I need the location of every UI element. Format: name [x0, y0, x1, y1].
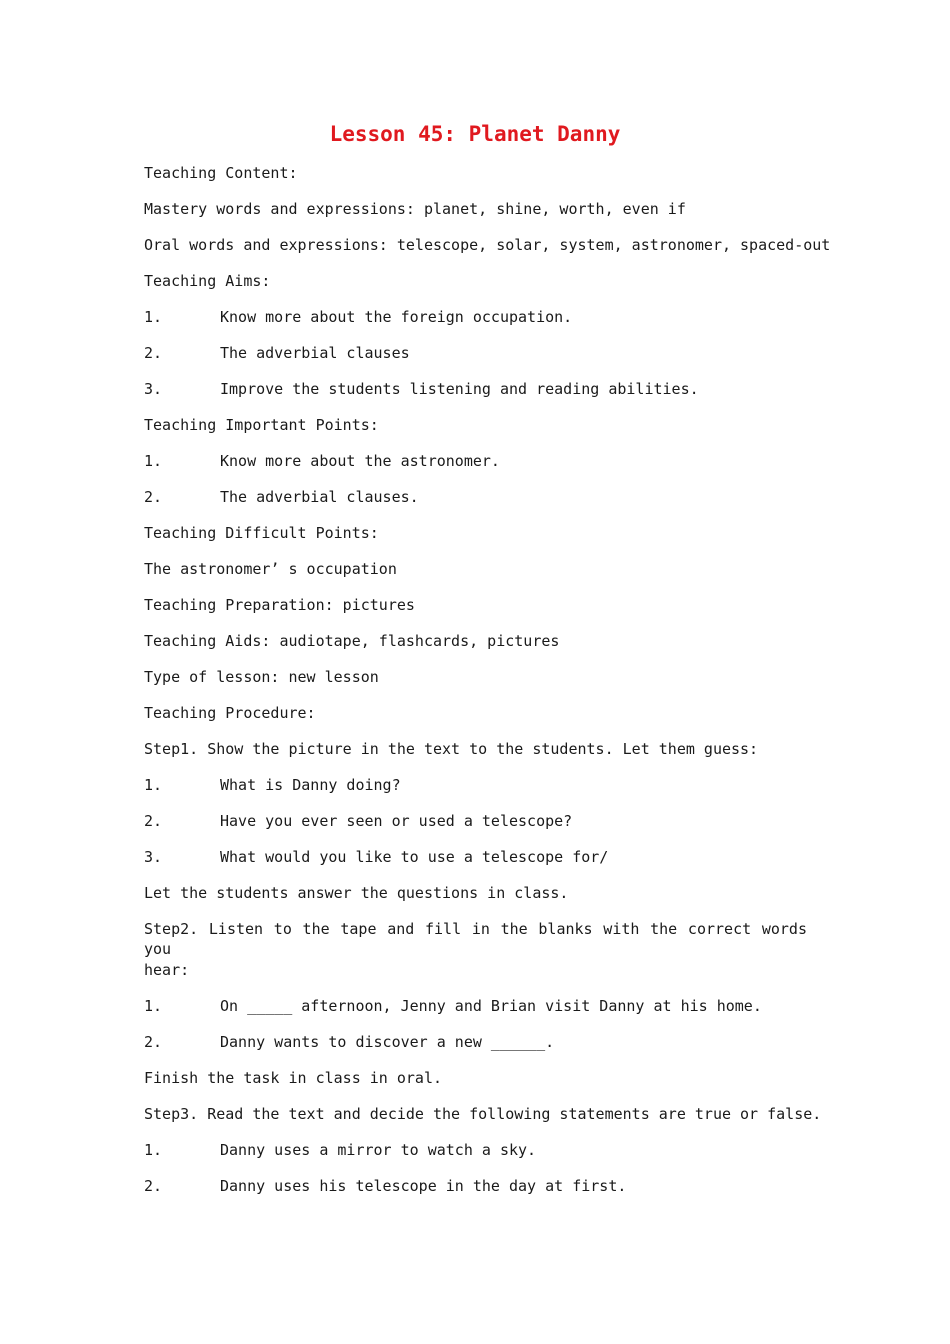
list-item	[144, 1176, 626, 1196]
list-number: 1.	[144, 776, 163, 794]
list-item	[144, 451, 500, 471]
text-line: Oral words and expressions: telescope, solar, system, astronomer, spaced-out	[144, 236, 831, 254]
list-number: 2.	[144, 812, 163, 830]
list-item-text: Know more about the foreign occupation.	[220, 308, 573, 326]
list-item	[144, 307, 572, 327]
step-3-line: Step3. Read the text and decide the following statements are true or false.	[144, 1105, 822, 1123]
list-number: 1.	[144, 308, 163, 326]
text-line: Let the students answer the questions in class.	[144, 884, 569, 902]
list-item	[144, 379, 699, 399]
section-heading-teaching-aims: Teaching Aims:	[144, 272, 271, 290]
list-number: 2.	[144, 1033, 163, 1051]
list-number: 1.	[144, 452, 163, 470]
list-item-text: What would you like to use a telescope for/	[220, 848, 609, 866]
text-line: Teaching Preparation: pictures	[144, 596, 415, 614]
list-item	[144, 996, 762, 1016]
section-heading-procedure: Teaching Procedure:	[144, 704, 316, 722]
list-item-text: On _____ afternoon, Jenny and Brian visit Danny at his home.	[220, 997, 762, 1015]
text-line: Type of lesson: new lesson	[144, 668, 379, 686]
list-item	[144, 1140, 536, 1160]
text-line: Mastery words and expressions: planet, shine, worth, even if	[144, 200, 686, 218]
list-item-text: Have you ever seen or used a telescope?	[220, 812, 573, 830]
section-heading-teaching-content: Teaching Content:	[144, 164, 298, 182]
list-item	[144, 775, 401, 795]
list-item	[144, 811, 572, 831]
text-line: Finish the task in class in oral.	[144, 1069, 443, 1087]
section-heading-important-points: Teaching Important Points:	[144, 416, 379, 434]
list-item	[144, 487, 419, 507]
list-item-text: The adverbial clauses.	[220, 488, 419, 506]
list-item-text: Danny wants to discover a new ______.	[220, 1033, 555, 1051]
list-number: 2.	[144, 488, 163, 506]
list-item	[144, 1032, 554, 1052]
list-item	[144, 343, 410, 363]
list-item-text: Improve the students listening and reading abilities.	[220, 380, 699, 398]
text-line: The astronomer’ s occupation	[144, 560, 397, 578]
list-item-text: Know more about the astronomer.	[220, 452, 500, 470]
list-item-text: What is Danny doing?	[220, 776, 401, 794]
list-item-text: Danny uses his telescope in the day at first.	[220, 1177, 627, 1195]
list-item	[144, 847, 608, 867]
list-number: 2.	[144, 1177, 163, 1195]
text-line: Teaching Aids: audiotape, flashcards, pictures	[144, 632, 560, 650]
list-number: 1.	[144, 997, 163, 1015]
section-heading-difficult-points: Teaching Difficult Points:	[144, 524, 379, 542]
document-title: Lesson 45: Planet Danny	[329, 122, 621, 146]
list-number: 1.	[144, 1141, 163, 1159]
list-item-text: Danny uses a mirror to watch a sky.	[220, 1141, 537, 1159]
list-number: 2.	[144, 344, 163, 362]
text-line: hear:	[144, 961, 190, 979]
list-number: 3.	[144, 848, 163, 866]
list-number: 3.	[144, 380, 163, 398]
step-1-line: Step1. Show the picture in the text to the students. Let them guess:	[144, 740, 759, 758]
step-2-line: Step2. Listen to the tape and fill in the blanks with the correct words you	[144, 920, 807, 958]
list-item-text: The adverbial clauses	[220, 344, 410, 362]
